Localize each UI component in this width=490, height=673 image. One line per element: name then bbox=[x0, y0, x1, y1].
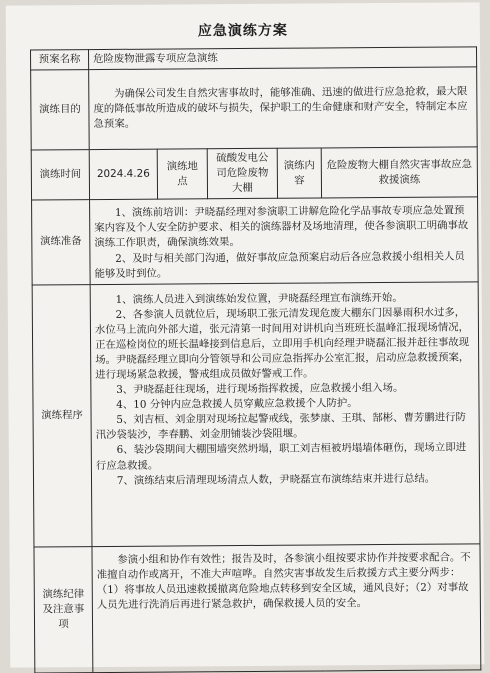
content-value: 危险废物大棚自然灾害事故应急救援演练 bbox=[321, 147, 477, 198]
content-label: 演练内容 bbox=[277, 148, 321, 199]
time-value: 2024.4.26 bbox=[89, 149, 157, 200]
drill-plan-table bbox=[30, 46, 481, 673]
purpose-value bbox=[89, 67, 478, 150]
time-label: 演练时间 bbox=[31, 150, 89, 201]
preparation-item: 2、及时与相关部门沟通，做好事故应急预案启动后各应急救援小组相关人员能够及时到位。 bbox=[94, 250, 465, 280]
preparation-value bbox=[90, 197, 479, 284]
discipline-value bbox=[92, 544, 481, 673]
row-procedure bbox=[32, 282, 480, 547]
procedure-step: 2、各参演人员就位后，现场职工张元清发现危废大棚东门因暴雨积水过多，水位马上流向外部大道，张元清第一时间用对讲机向当班班长温峰汇报现场情况，正在巡检岗位的班长温峰接到信息后，立即用手机向经理尹晓磊汇报并赶往事故现场。尹晓磊经理立即向分管领导和公司应急指挥办公室汇报，启动应急救援预案，进行现场紧急救援，警戒组成员做好警戒工作。 bbox=[94, 306, 470, 382]
procedure-step: 1、演练人员进入到演练始发位置，尹晓磊经理宣布演练开始。 bbox=[115, 291, 403, 306]
row-purpose bbox=[31, 67, 478, 150]
discipline-label: 演练纪律及注意事项 bbox=[34, 546, 93, 672]
place-value: 硫酸发电公司危险废物大棚 bbox=[207, 148, 277, 199]
row-preparation bbox=[32, 197, 479, 285]
procedure-value bbox=[90, 282, 480, 547]
preparation-label: 演练准备 bbox=[32, 200, 91, 285]
purpose-text: 为确保公司发生自然灾害事故时，能够准确、迅速的做进行应急抢救，最大限度的降低事故所造成的破坏与损失，保护职工的生命健康和财产安全，特制定本应急预案。 bbox=[93, 85, 468, 131]
procedure-step: 4、10 分钟内应急救援人员穿戴应急救援个人防护。 bbox=[116, 397, 358, 412]
discipline-text: 参演小组和协作有效性；报告及时，各参演小组按要求协作并按要求配合。不准擅自动作或离开，不准大声喧哗。自然灾害事故发生后救援方式主要分两步：（1）将事故人员迅速救援撤离危险地点转移到安全区域，通风良好；（2）对事故人员先进行洗消后再进行紧急救护，确保救援人员的安全。 bbox=[96, 551, 471, 611]
document-sheet bbox=[6, 2, 485, 667]
preparation-item: 1、演练前培训：尹晓磊经理对参演职工讲解危险化学品事故专项应急处置预案内容及个人安全防护要求、相关的演练器材及场地清理，使各参演职工明确事故演练工作职责，确保演练效果。 bbox=[94, 204, 469, 250]
procedure-step: 7、演练结束后清理现场清点人数，尹晓磊宣布演练结束并进行总结。 bbox=[116, 472, 436, 487]
place-label: 演练地点 bbox=[157, 149, 207, 200]
procedure-step: 5、刘吉桓、刘金朋对现场拉起警戒线，张梦康、王琪、郜彬、曹芳鹏进行防汛沙袋装沙，李春鹏、刘金朋铺装沙袋阻堰。 bbox=[95, 411, 466, 442]
row-discipline bbox=[34, 544, 481, 673]
row-time-place-content bbox=[31, 147, 477, 200]
procedure-step: 6、装沙袋期间大棚围墙突然坍塌，职工刘吉桓被坍塌墙体砸伤，现场立即进行应急救援。 bbox=[95, 441, 467, 472]
procedure-step: 3、尹晓磊赶往现场，进行现场指挥救援，应急救援小组入场。 bbox=[116, 382, 404, 397]
procedure-label: 演练程序 bbox=[32, 284, 92, 546]
plan-name-value: 危险废物泄露专项应急演练 bbox=[89, 47, 477, 70]
document-title: 应急演练方案 bbox=[197, 22, 288, 40]
purpose-label: 演练目的 bbox=[31, 70, 90, 150]
plan-name-label: 预案名称 bbox=[31, 50, 89, 70]
